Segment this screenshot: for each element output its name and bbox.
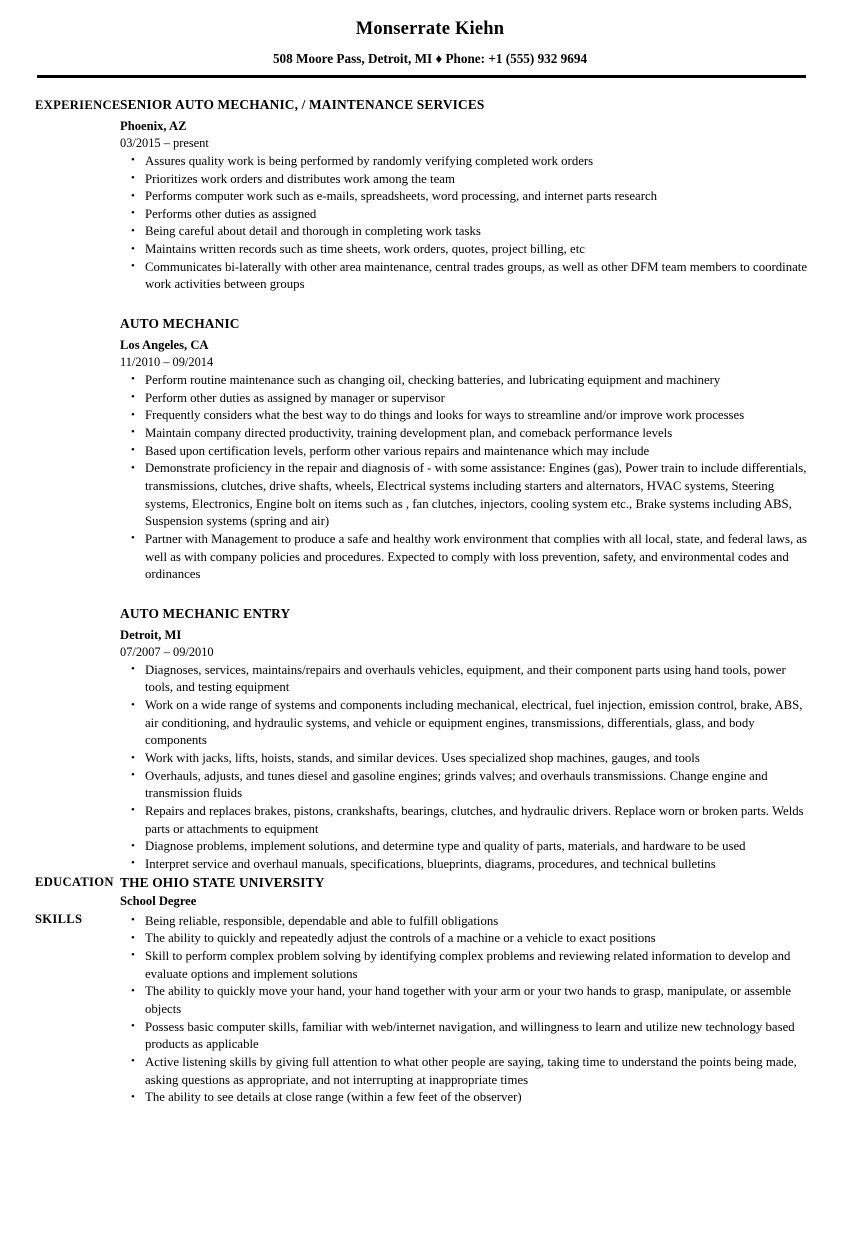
bullet-item: • Prioritizes work orders and distributes work among the team	[120, 171, 812, 189]
bullet-item: • Perform routine maintenance such as changing oil, checking batteries, and lubricating equipment and machinery	[120, 372, 812, 390]
resume-body	[0, 78, 860, 1107]
section-experience	[0, 97, 860, 874]
experience-content	[120, 97, 860, 874]
bullet-item: • Diagnoses, services, maintains/repairs and overhauls vehicles, equipment, and their component parts using hand tools, power tools, and testing equipment	[120, 662, 812, 697]
bullet-item: • Maintain company directed productivity, training development plan, and comeback performance levels	[120, 425, 812, 443]
bullet-item: • Based upon certification levels, perform other various repairs and maintenance which may include	[120, 443, 812, 461]
section-education	[0, 874, 860, 911]
job-dates: 11/2010 – 09/2014	[120, 354, 214, 369]
bullet-item: • Performs computer work such as e-mails, spreadsheets, word processing, and internet parts research	[120, 188, 812, 206]
bullet-item: • Being reliable, responsible, dependable and able to fulfill obligations	[120, 913, 812, 931]
education-content	[120, 874, 860, 911]
bullet-item: • Overhauls, adjusts, and tunes diesel and gasoline engines; grinds valves; and overhauls transmissions. Change engine and transmission fluids	[120, 768, 812, 803]
candidate-name: Monserrate Kiehn	[355, 19, 505, 39]
job-dates: 07/2007 – 09/2010	[120, 644, 214, 659]
job-bullet-list	[120, 153, 812, 294]
job-dates: 03/2015 – present	[120, 135, 209, 150]
job-bullet-list	[120, 662, 812, 874]
section-skills	[0, 911, 860, 1107]
experience-job	[120, 606, 812, 874]
candidate-contact: 508 Moore Pass, Detroit, MI ♦ Phone: +1 (555) 932 9694	[272, 51, 588, 67]
bullet-item: • The ability to see details at close range (within a few feet of the observer)	[120, 1089, 812, 1107]
bullet-item: • Interpret service and overhaul manuals, specifications, blueprints, diagrams, procedures, and technical bulletins	[120, 856, 812, 874]
education-degree: School Degree	[120, 894, 197, 909]
job-bullet-list	[120, 372, 812, 584]
job-location: Los Angeles, CA	[120, 337, 209, 352]
bullet-item: • The ability to quickly and repeatedly adjust the controls of a machine or a vehicle to exact positions	[120, 930, 812, 948]
bullet-item: • Active listening skills by giving full attention to what other people are saying, taking time to understand the points being made, asking questions as appropriate, and not interrupting at inappropriate times	[120, 1054, 812, 1089]
bullet-item: • Being careful about detail and thorough in completing work tasks	[120, 223, 812, 241]
bullet-item: • Skill to perform complex problem solving by identifying complex problems and reviewing related information to develop and evaluate options and implement solutions	[120, 948, 812, 983]
section-label-skills: SKILLS	[35, 911, 83, 926]
job-title: SENIOR AUTO MECHANIC, / MAINTENANCE SERVICES	[120, 96, 485, 112]
skills-bullet-list	[120, 913, 812, 1107]
job-title: AUTO MECHANIC	[120, 316, 240, 332]
bullet-item: • Partner with Management to produce a safe and healthy work environment that complies with all local, state, and federal laws, as well as with company policies and procedures. Expected to comply with loss prevention, safety, and environmental codes and ordinances	[120, 531, 812, 584]
bullet-item: • The ability to quickly move your hand, your hand together with your arm or your two hands to grasp, manipulate, or assemble objects	[120, 983, 812, 1018]
bullet-item: • Diagnose problems, implement solutions, and determine type and quality of parts, materials, and hardware to be used	[120, 838, 812, 856]
job-location: Detroit, MI	[120, 627, 182, 642]
resume-header	[0, 0, 860, 67]
bullet-item: • Maintains written records such as time sheets, work orders, quotes, project billing, etc	[120, 241, 812, 259]
experience-job	[120, 97, 812, 294]
bullet-item: • Repairs and replaces brakes, pistons, crankshafts, bearings, clutches, and hydraulic drivers. Replace worn or broken parts. Welds parts or attachments to equipment	[120, 803, 812, 838]
bullet-item: • Work with jacks, lifts, hoists, stands, and similar devices. Uses specialized shop machines, gauges, and tools	[120, 750, 812, 768]
bullet-item: • Frequently considers what the best way to do things and looks for ways to streamline and/or improve work processes	[120, 407, 812, 425]
skills-content	[120, 911, 860, 1107]
job-title: AUTO MECHANIC ENTRY	[120, 605, 291, 621]
section-label-experience: EXPERIENCE	[35, 97, 121, 112]
bullet-item: • Communicates bi-laterally with other area maintenance, central trades groups, as well as other DFM team members to coordinate work activities between groups	[120, 259, 812, 294]
bullet-item: • Demonstrate proficiency in the repair and diagnosis of - with some assistance: Engines (gas), Power train to include differentials, transmissions, clutches, drive shafts, wheels, Electrical systems including starters and alternators, HVAC systems, Steering systems, Electronics, Engine bolt on items such as , fan clutches, injectors, cooling system etc., Brake systems including ABS, Suspension systems (spring and air)	[120, 460, 812, 531]
bullet-item: • Performs other duties as assigned	[120, 206, 812, 224]
education-school: THE OHIO STATE UNIVERSITY	[120, 874, 325, 890]
bullet-item: • Possess basic computer skills, familiar with web/internet navigation, and willingness to learn and utilize new technology based products as applicable	[120, 1019, 812, 1054]
experience-job	[120, 316, 812, 584]
job-location: Phoenix, AZ	[120, 118, 187, 133]
bullet-item: • Work on a wide range of systems and components including mechanical, electrical, fuel injection, emission control, brake, ABS, air conditioning, and hydraulic systems, and vehicle or equipment engines, transmissions, differentials, glass, and body components	[120, 697, 812, 750]
bullet-item: • Perform other duties as assigned by manager or supervisor	[120, 390, 812, 408]
bullet-item: • Assures quality work is being performed by randomly verifying completed work orders	[120, 153, 812, 171]
section-label-education: EDUCATION	[35, 874, 114, 889]
